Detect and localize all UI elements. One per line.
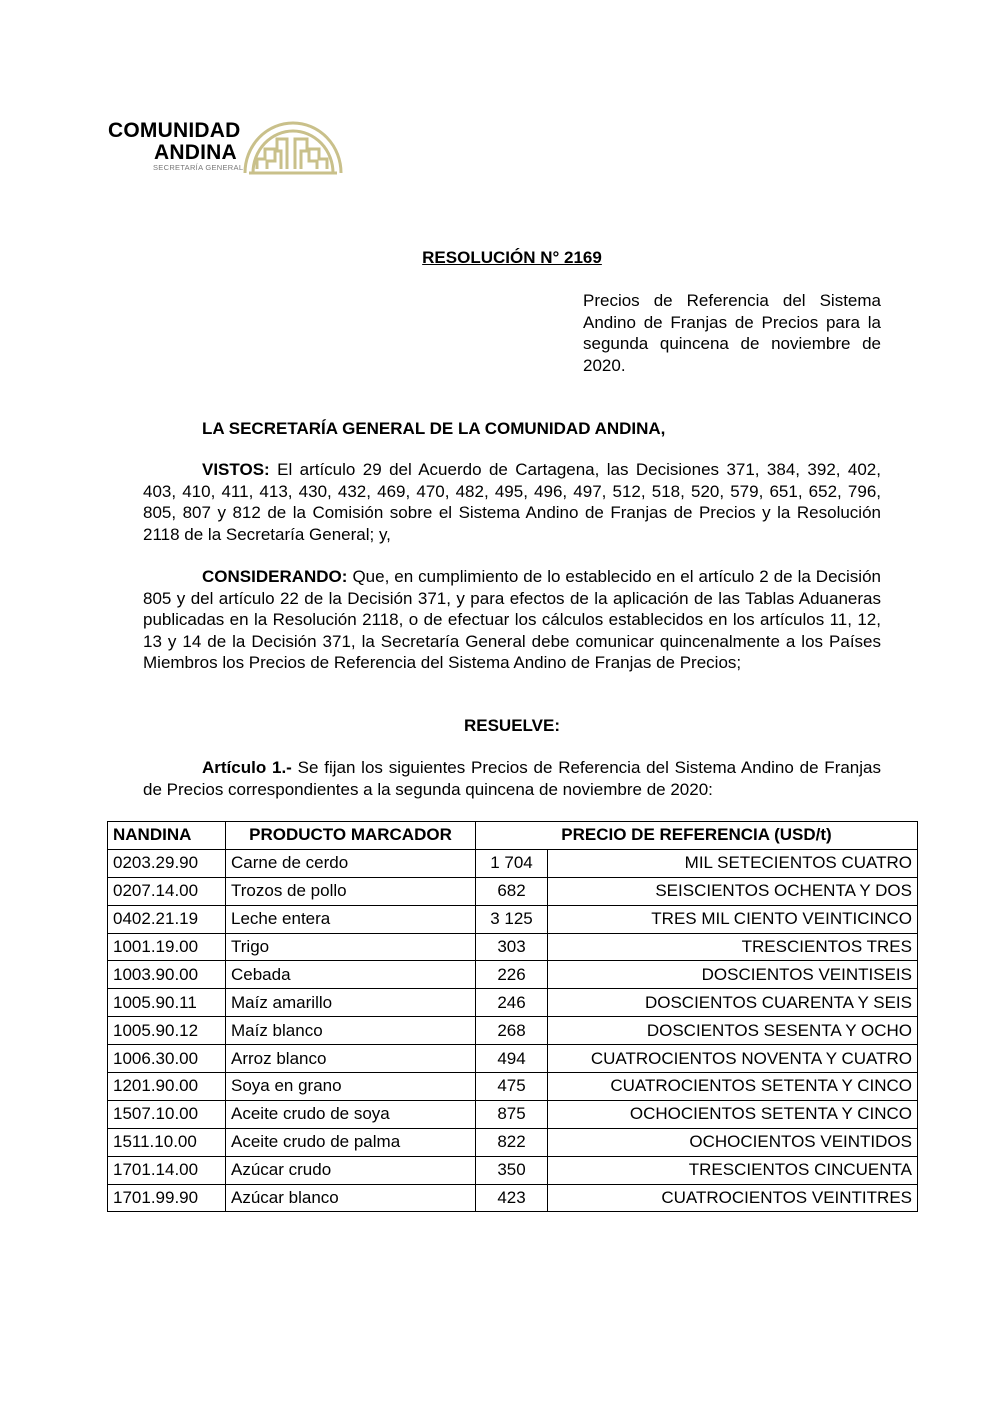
logo-line-1: COMUNIDAD [108,119,241,142]
nandina-cell: 1003.90.00 [108,961,226,989]
price-cell: 1 704 [476,849,548,877]
articulo-1-label: Artículo 1.- [202,758,292,777]
considerando-text: Que, en cumplimiento de lo establecido en el artículo 2 de la Decisión 805 y del artículo 22 de la Decisión 371, y para efectos de la aplicación de las Tablas Aduaneras publicadas en la Resolución 2118, o de efectuar los cálculos establecidos en los artículos 11, 12, 13 y 14 de la Decisión 371, la Secretaría General debe comunicar quincenalmente a los Países Miembros los Precios de Referencia del Sistema Andino de Franjas de Precios; [143,567,881,672]
considerando-paragraph [143,566,881,674]
price-cell: 682 [476,877,548,905]
considerando-label: CONSIDERANDO: [202,567,348,586]
price-words-cell: TRESCIENTOS CINCUENTA [548,1156,918,1184]
nandina-cell: 1006.30.00 [108,1045,226,1073]
price-cell: 268 [476,1017,548,1045]
table-row [108,1045,918,1073]
header-nandina: NANDINA [108,822,226,850]
price-words-cell: CUATROCIENTOS NOVENTA Y CUATRO [548,1045,918,1073]
nandina-cell: 1701.14.00 [108,1156,226,1184]
product-cell: Soya en grano [226,1073,476,1101]
reference-prices-table [107,821,918,1212]
price-cell: 875 [476,1100,548,1128]
table-row [108,905,918,933]
product-cell: Maíz amarillo [226,989,476,1017]
nandina-cell: 1005.90.12 [108,1017,226,1045]
table-row [108,989,918,1017]
price-words-cell: DOSCIENTOS VEINTISEIS [548,961,918,989]
product-cell: Trigo [226,933,476,961]
table-row [108,961,918,989]
price-words-cell: CUATROCIENTOS SETENTA Y CINCO [548,1073,918,1101]
price-cell: 822 [476,1128,548,1156]
nandina-cell: 1701.99.90 [108,1184,226,1212]
price-words-cell: SEISCIENTOS OCHENTA Y DOS [548,877,918,905]
nandina-cell: 1507.10.00 [108,1100,226,1128]
price-cell: 226 [476,961,548,989]
articulo-1-paragraph [143,757,881,800]
header-precio: PRECIO DE REFERENCIA (USD/t) [476,822,918,850]
table-row [108,1017,918,1045]
price-cell: 494 [476,1045,548,1073]
articulo-1-text: Se fijan los siguientes Precios de Referencia del Sistema Andino de Franjas de Precios correspondientes a la segunda quincena de noviembre de 2020: [143,758,881,799]
header-producto: PRODUCTO MARCADOR [226,822,476,850]
table-row [108,933,918,961]
nandina-cell: 0402.21.19 [108,905,226,933]
table-row [108,1184,918,1212]
resolution-summary: Precios de Referencia del Sistema Andino de Franjas de Precios para la segunda quincena de noviembre de 2020. [583,291,881,375]
table-row [108,877,918,905]
price-cell: 350 [476,1156,548,1184]
price-words-cell: DOSCIENTOS CUARENTA Y SEIS [548,989,918,1017]
price-cell: 423 [476,1184,548,1212]
price-words-cell: CUATROCIENTOS VEINTITRES [548,1184,918,1212]
product-cell: Aceite crudo de soya [226,1100,476,1128]
table-row [108,849,918,877]
price-cell: 303 [476,933,548,961]
product-cell: Azúcar crudo [226,1156,476,1184]
comunidad-andina-logo [108,117,348,177]
table-row [108,1128,918,1156]
product-cell: Arroz blanco [226,1045,476,1073]
price-cell: 3 125 [476,905,548,933]
vistos-text: El artículo 29 del Acuerdo de Cartagena, las Decisiones 371, 384, 392, 402, 403, 410, 411, 413, 430, 432, 469, 470, 482, 495, 496, 497, 512, 518, 520, 579, 651, 652, 796, 805, 807 y 812 de la Comisión sobre el Sistema Andino de Franjas de Precios y la Resolución 2118 de la Secretaría General; y, [143,460,881,544]
andean-steps-icon [243,119,343,175]
logo-line-2: ANDINA [154,141,237,164]
table-row [108,1100,918,1128]
vistos-label: VISTOS: [202,460,270,479]
product-cell: Azúcar blanco [226,1184,476,1212]
nandina-cell: 1001.19.00 [108,933,226,961]
nandina-cell: 0207.14.00 [108,877,226,905]
resuelve-heading: RESUELVE: [463,716,561,735]
price-words-cell: TRES MIL CIENTO VEINTICINCO [548,905,918,933]
nandina-cell: 1005.90.11 [108,989,226,1017]
product-cell: Carne de cerdo [226,849,476,877]
product-cell: Leche entera [226,905,476,933]
table-header-row [108,822,918,850]
vistos-paragraph [143,459,881,545]
product-cell: Maíz blanco [226,1017,476,1045]
table-row [108,1073,918,1101]
product-cell: Trozos de pollo [226,877,476,905]
nandina-cell: 1201.90.00 [108,1073,226,1101]
issuer-heading: LA SECRETARÍA GENERAL DE LA COMUNIDAD ANDINA, [202,419,666,438]
logo-line-3: SECRETARÍA GENERAL [153,163,244,172]
price-words-cell: TRESCIENTOS TRES [548,933,918,961]
nandina-cell: 0203.29.90 [108,849,226,877]
price-words-cell: DOSCIENTOS SESENTA Y OCHO [548,1017,918,1045]
price-cell: 475 [476,1073,548,1101]
price-words-cell: MIL SETECIENTOS CUATRO [548,849,918,877]
table-row [108,1156,918,1184]
product-cell: Cebada [226,961,476,989]
price-cell: 246 [476,989,548,1017]
price-words-cell: OCHOCIENTOS VEINTIDOS [548,1128,918,1156]
price-words-cell: OCHOCIENTOS SETENTA Y CINCO [548,1100,918,1128]
resolution-title: RESOLUCIÓN N° 2169 [422,248,602,267]
product-cell: Aceite crudo de palma [226,1128,476,1156]
nandina-cell: 1511.10.00 [108,1128,226,1156]
